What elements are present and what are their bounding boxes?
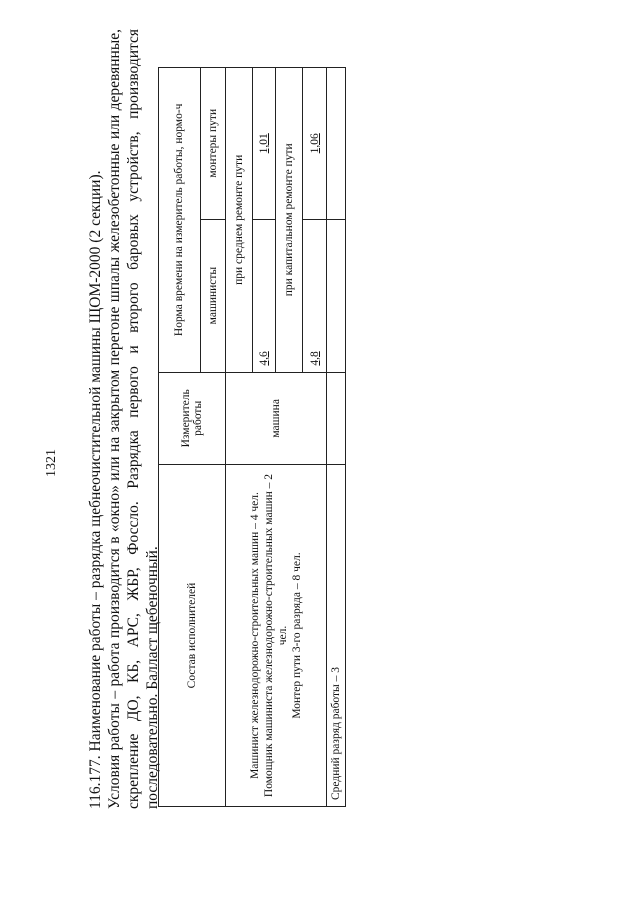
header-crew: Состав исполнителей	[159, 465, 226, 807]
header-track-fitters: монтеры пути	[200, 68, 225, 220]
value-fitters-capital: 1,06	[303, 68, 327, 220]
section-capital-repair: при капитальном ремонте пути	[276, 68, 303, 373]
value-machinists-medium: 4,6	[252, 219, 276, 372]
norm-table	[158, 67, 346, 807]
unit-cell: машина	[226, 372, 327, 464]
crew-line: Монтер пути 3-го разряда – 8 чел.	[291, 552, 303, 719]
work-description	[86, 29, 162, 809]
crew-line: Помощник машиниста железнодорожно-строительных машин – 2 чел.	[263, 473, 289, 798]
value-fitters-medium: 1,01	[252, 68, 276, 220]
page-number: 1321	[44, 449, 59, 477]
work-title: 116.177. Наименование работы – разрядка щебнеочистительной машины ЩОМ-2000 (2 секции).	[87, 170, 104, 809]
crew-line: Машинист железнодорожно-строительных машин – 4 чел.	[249, 492, 261, 779]
header-norm: Норма времени на измеритель работы, нормо-ч	[159, 68, 201, 373]
section-medium-repair: при среднем ремонте пути	[226, 68, 253, 373]
average-grade: Средний разряд работы – 3	[327, 465, 346, 807]
header-machinists: машинисты	[200, 219, 225, 372]
header-unit: Измеритель работы	[159, 372, 226, 464]
value-machinists-capital: 4,8	[303, 219, 327, 372]
work-conditions: Условия работы – работа производится в «окно» или на закрытом перегоне шпалы железобетонные или деревянные, скрепление ДО, КБ, АРС, ЖБР, Фоссло. Разрядка первого и второго баровых устройств, производится последовательно. Балласт щебеночный.	[106, 29, 161, 809]
crew-cell	[226, 465, 327, 807]
